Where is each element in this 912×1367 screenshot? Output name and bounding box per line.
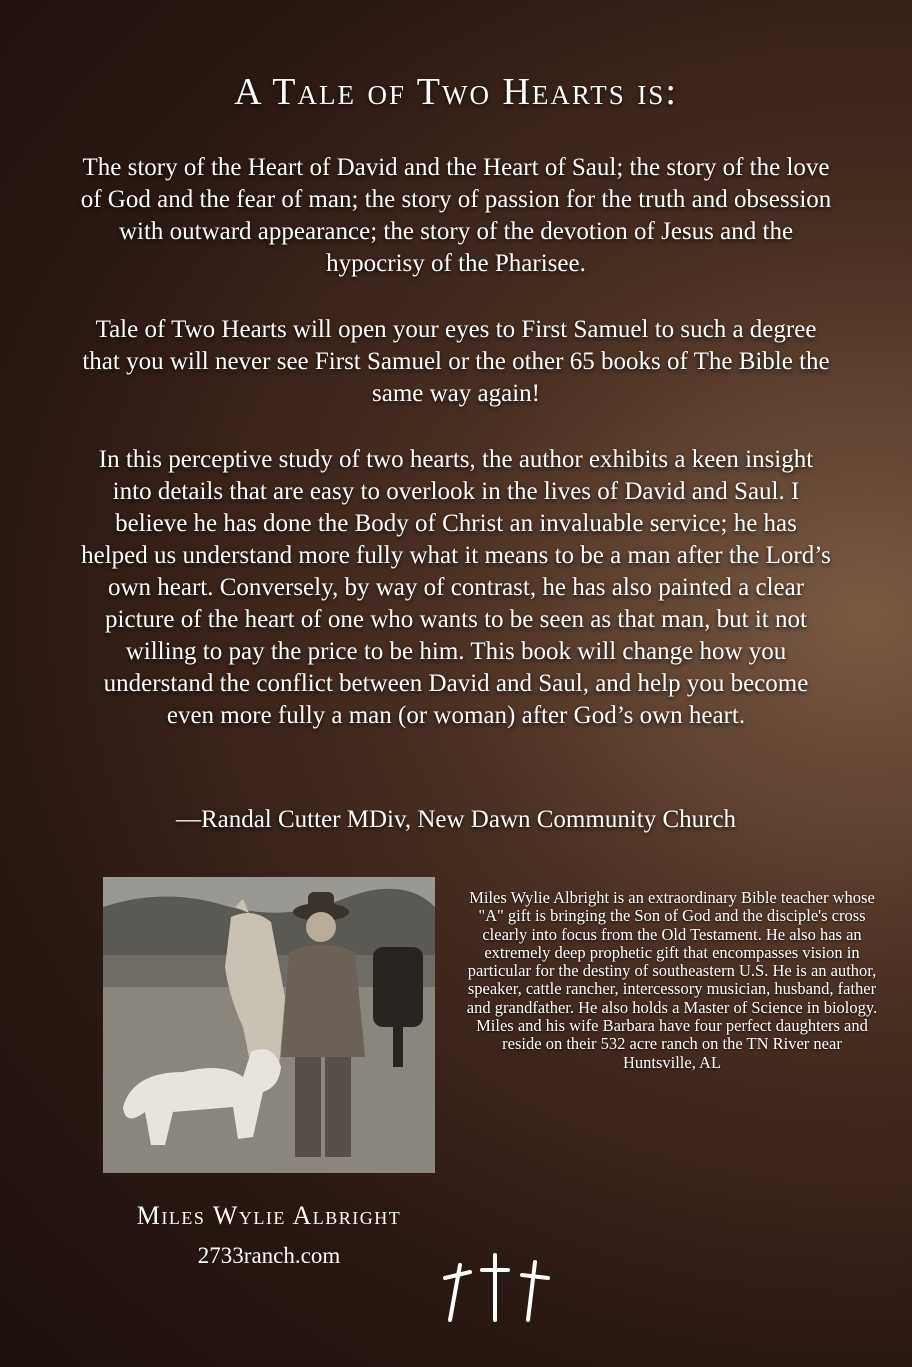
description-paragraph-1: The story of the Heart of David and the Heart of Saul; the story of the love of God and the fear of man; the story of passion for the truth and obsession with outward appearance; the story of the devotion of Jesus and the hypocrisy of the Pharisee. (80, 154, 832, 277)
website-link[interactable]: 2733ranch.com (197, 1243, 341, 1268)
bio-paragraph-2: Miles and his wife Barbara have four perfect daughters and reside on their 532 acre ranch on the TN River near Huntsville, AL (476, 1016, 868, 1072)
endorsement-paragraph: In this perceptive study of two hearts, the author exhibits a keen insight into details that are easy to overlook in the lives of David and Saul. I believe he has done the Body of Christ an invaluable service; he has helped us understand more fully what it means to be a man after the Lord’s own heart. Conversely, by way of contrast, he has also painted a clear picture of the heart of one who wants to be seen as that man, but it not willing to pay the price to be him. This book will change how you understand the conflict between David and Saul, and help you become even more fully a man (or woman) after God’s own heart. (81, 446, 831, 729)
author-photo (103, 877, 435, 1173)
three-crosses-icon (440, 1250, 560, 1335)
author-name: Miles Wylie Albright (136, 1201, 402, 1230)
description-paragraph-2: Tale of Two Hearts will open your eyes to First Samuel to such a degree that you will never see First Samuel or the other 65 books of The Bible the same way again! (82, 316, 830, 407)
endorsement-attribution: —Randal Cutter MDiv, New Dawn Community Church (175, 806, 737, 833)
bio-paragraph-1: Miles Wylie Albright is an extraordinary Bible teacher whose "A" gift is bringing the Son of God and the disciple's cross clearly into focus from the Old Testament. He also has an extremely deep prophetic gift that encompasses vision in particular for the destiny of southeastern U.S. He is an author, speaker, cattle rancher, intercessory musician, husband, father and grandfather. He also holds a Master of Science in biology. (466, 888, 878, 1017)
author-bio (466, 889, 878, 1072)
back-cover-title: A Tale of Two Hearts is: (234, 71, 678, 113)
